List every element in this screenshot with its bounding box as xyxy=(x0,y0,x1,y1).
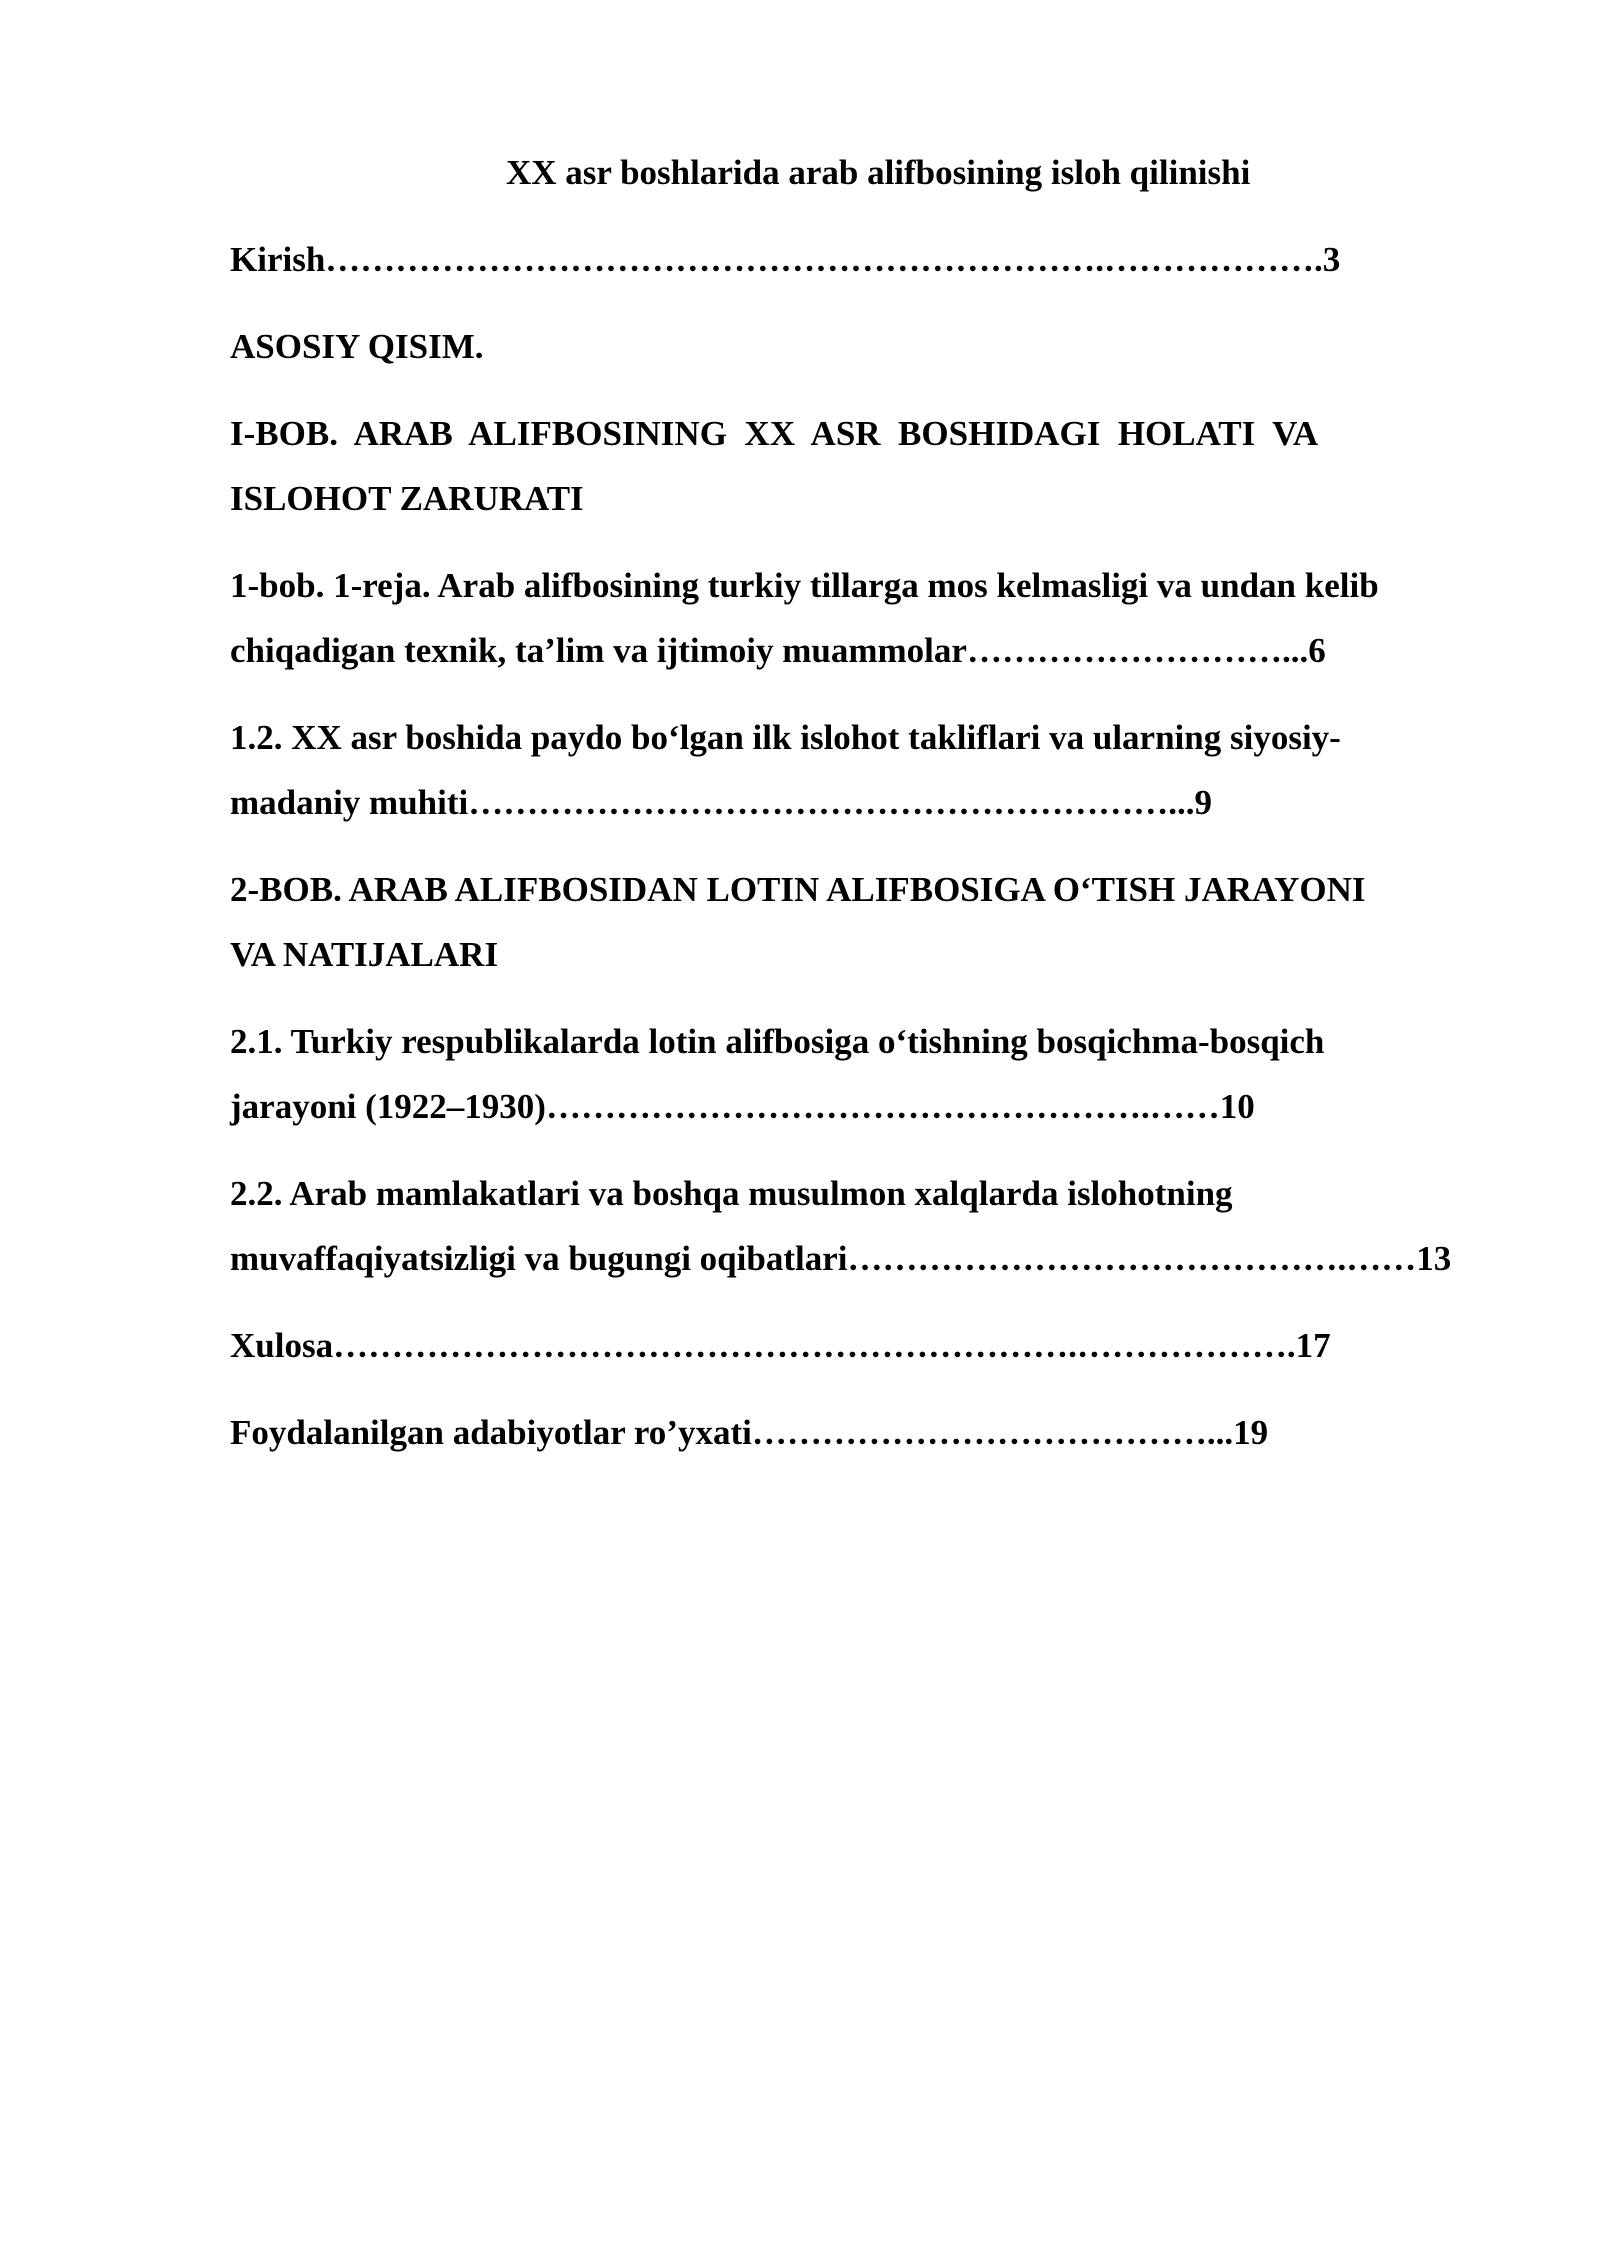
toc-page-number: 3 xyxy=(1322,240,1341,279)
toc-entry-reja1[interactable] xyxy=(230,553,1495,683)
toc-entry-1-2[interactable] xyxy=(230,705,1495,835)
toc-chapter-1-line-1 xyxy=(230,401,1495,466)
toc-entry-2-1-line-1 xyxy=(230,1009,1495,1074)
toc-leader-dots: …………………………………... xyxy=(751,1413,1234,1452)
toc-entry-text: Foydalanilgan adabiyotlar ro’yxati xyxy=(230,1413,752,1452)
toc-entry-text: 1.2. XX asr boshida paydo bo‘lgan ilk islohot takliflari va ularning siyosiy- xyxy=(230,718,1341,757)
toc-chapter-2[interactable] xyxy=(230,857,1495,987)
toc-chapter-2-line-1 xyxy=(230,857,1495,922)
toc-leader-dots: …………………………………………….…… xyxy=(545,1087,1220,1126)
toc-page-number: 10 xyxy=(1219,1087,1255,1126)
toc-entry-1-2-line-2 xyxy=(230,770,1495,835)
toc-entry-xulosa[interactable] xyxy=(230,1313,1495,1378)
toc-entry-reja1-line-2 xyxy=(230,618,1495,683)
toc-entry-adabiyotlar[interactable] xyxy=(230,1400,1495,1465)
document-page xyxy=(230,140,1495,1487)
toc-entry-text: I-BOB. ARAB ALIFBOSINING XX ASR BOSHIDAGI HOLATI VA xyxy=(230,414,1319,453)
toc-entry-2-1[interactable] xyxy=(230,1009,1495,1139)
document-title xyxy=(230,140,1495,205)
toc-entry-text: 2.1. Turkiy respublikalarda lotin alifbosiga o‘tishning bosqichma-bosqich xyxy=(230,1022,1325,1061)
toc-leader-dots: ………………………... xyxy=(966,631,1309,670)
toc-entry-2-2-line-1 xyxy=(230,1161,1495,1226)
toc-entry-reja1-line-1 xyxy=(230,553,1495,618)
toc-chapter-1-line-2 xyxy=(230,466,1495,531)
toc-entry-2-2[interactable] xyxy=(230,1161,1495,1291)
toc-page-number: 19 xyxy=(1233,1413,1269,1452)
toc-entry-2-1-line-2 xyxy=(230,1074,1495,1139)
toc-chapter-1[interactable] xyxy=(230,401,1495,531)
toc-entry-text: ISLOHOT ZARURATI xyxy=(230,479,584,518)
toc-entry-text: muvaffaqiyatsizligi va bugungi oqibatlari xyxy=(230,1239,848,1278)
toc-entry-text: 1-bob. 1-reja. Arab alifbosining turkiy tillarga mos kelmasligi va undan kelib xyxy=(230,566,1379,605)
toc-entry-1-2-line-1 xyxy=(230,705,1495,770)
toc-entry-text: chiqadigan texnik, ta’lim va ijtimoiy muammolar xyxy=(230,631,967,670)
toc-leader-dots: …………………………………….…… xyxy=(847,1239,1417,1278)
toc-entry-text: 2.2. Arab mamlakatlari va boshqa musulmon xalqlarda islohotning xyxy=(230,1174,1233,1213)
document-title-text: XX asr boshlarida arab alifbosining isloh qilinishi xyxy=(506,153,1251,192)
toc-entry-text: Kirish xyxy=(230,240,326,279)
toc-leader-dots: ……………………………………………………... xyxy=(468,783,1195,822)
toc-entry-text: Xulosa xyxy=(230,1326,334,1365)
toc-section-heading-asosiy xyxy=(230,314,1495,379)
toc-leader-dots: ………………………………………………………….………………. xyxy=(325,240,1323,279)
toc-entry-text: madaniy muhiti xyxy=(230,783,469,822)
toc-page-number: 17 xyxy=(1295,1326,1331,1365)
toc-page-number: 9 xyxy=(1194,783,1212,822)
toc-entry-2-2-line-2 xyxy=(230,1226,1495,1291)
toc-entry-text: 2-BOB. ARAB ALIFBOSIDAN LOTIN ALIFBOSIGA O‘TISH JARAYONI xyxy=(230,870,1366,909)
toc-leader-dots: ……………………………………………………….………………. xyxy=(333,1326,1296,1365)
toc-entry-text: VA NATIJALARI xyxy=(230,935,499,974)
toc-entry-text: jarayoni (1922–1930) xyxy=(230,1087,546,1126)
toc-entry-kirish[interactable] xyxy=(230,227,1495,292)
toc-page-number: 13 xyxy=(1416,1239,1452,1278)
toc-page-number: 6 xyxy=(1308,631,1326,670)
toc-entry-text: ASOSIY QISIM. xyxy=(230,327,484,366)
toc-chapter-2-line-2 xyxy=(230,922,1495,987)
